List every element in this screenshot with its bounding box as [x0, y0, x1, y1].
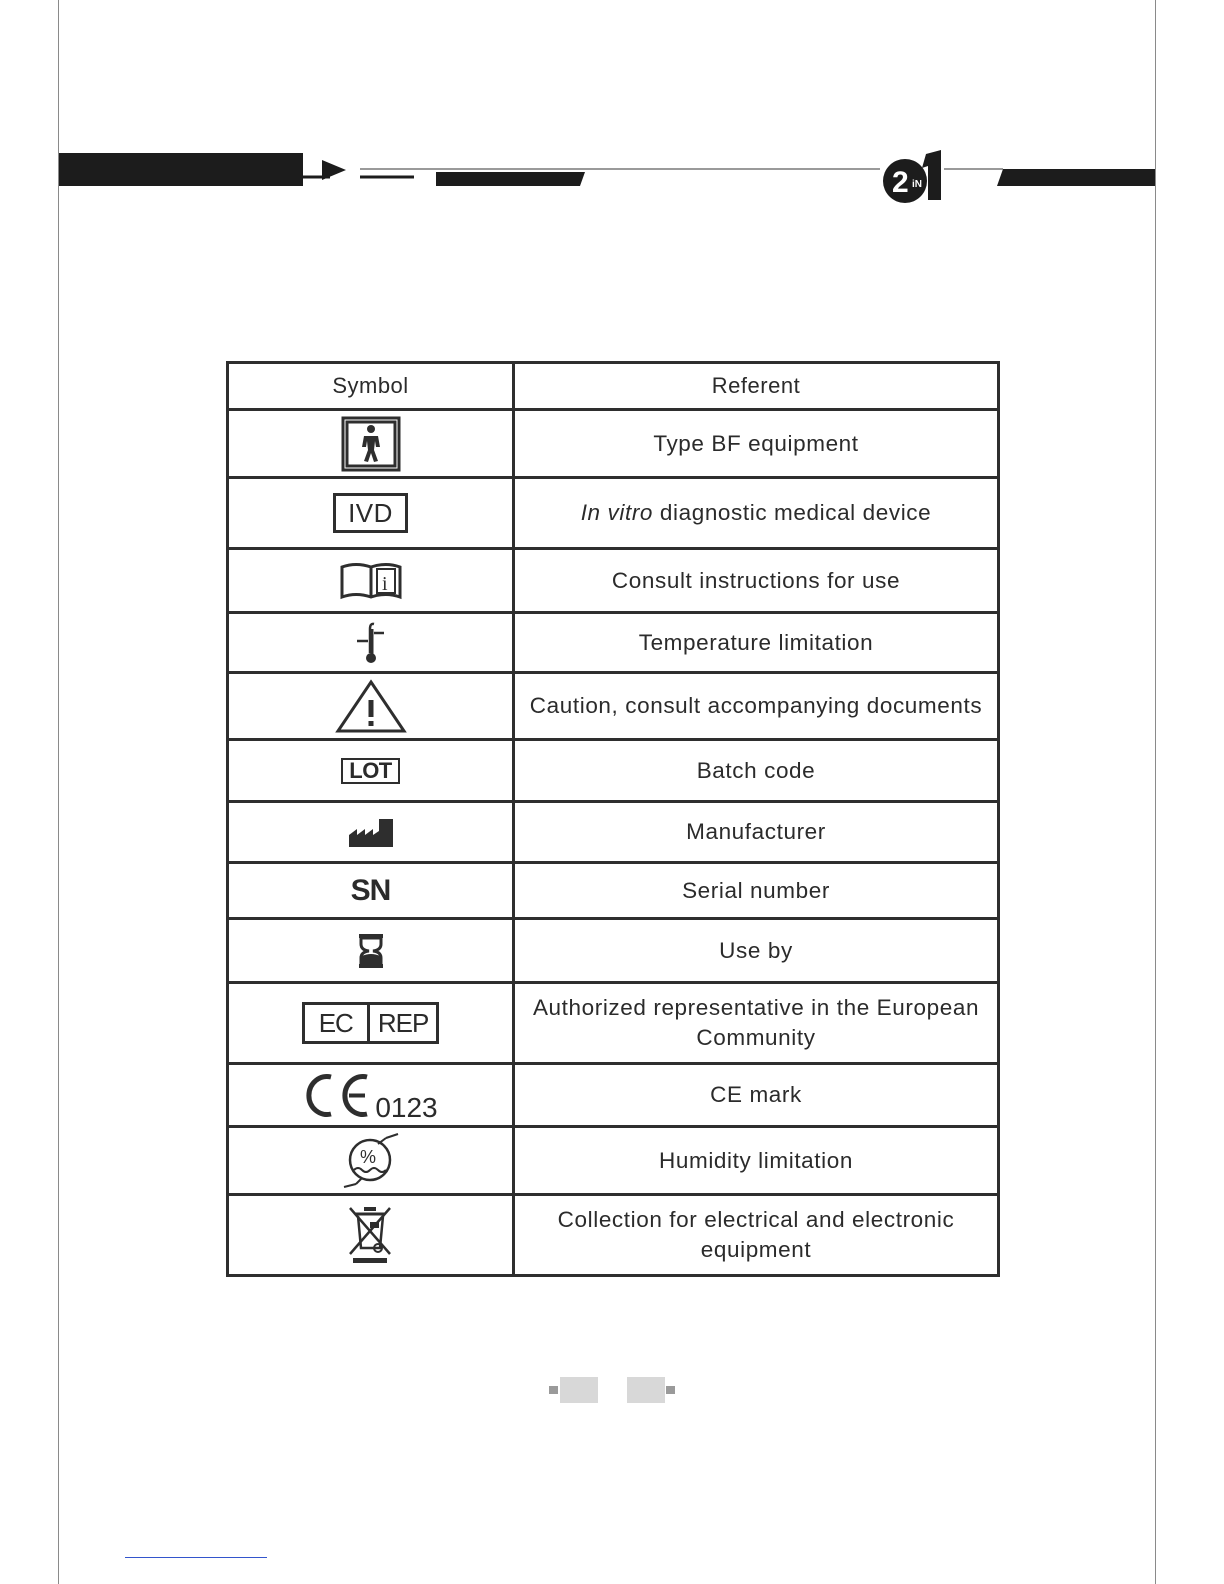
- table-header-row: [228, 363, 999, 410]
- right-margin-line: [1155, 0, 1156, 1584]
- symbols-table: [226, 361, 1000, 1277]
- sn-icon: SN: [350, 873, 391, 907]
- header-banner: [0, 140, 1224, 210]
- referent-column-header: Referent: [514, 363, 999, 410]
- table-row: [228, 673, 999, 740]
- humidity-icon: [340, 1132, 402, 1190]
- footer-underline: [125, 1557, 267, 1558]
- table-row: [228, 613, 999, 673]
- referent-cell: Temperature limitation: [514, 613, 999, 673]
- svg-text:i: i: [381, 572, 388, 595]
- ivd-icon: IVD: [333, 493, 408, 533]
- lot-icon: LOT: [341, 758, 400, 784]
- referent-cell: Type BF equipment: [514, 410, 999, 478]
- referent-cell: In vitro diagnostic medical device: [514, 478, 999, 549]
- page-marker-right-dot: [666, 1386, 675, 1394]
- referent-cell: Use by: [514, 919, 999, 983]
- page-marker-left: [560, 1377, 598, 1403]
- table-row: [228, 410, 999, 478]
- thermometer-icon: [354, 621, 388, 665]
- hourglass-icon: [356, 932, 386, 970]
- table-row: [228, 1064, 999, 1127]
- referent-cell: CE mark: [514, 1064, 999, 1127]
- referent-cell: Caution, consult accompanying documents: [514, 673, 999, 740]
- referent-cell: Collection for electrical and electronic equipment: [514, 1195, 999, 1276]
- table-row: [228, 1195, 999, 1276]
- weee-bin-icon: [346, 1204, 396, 1266]
- referent-cell: Authorized representative in the European Community: [514, 983, 999, 1064]
- referent-cell: Consult instructions for use: [514, 549, 999, 613]
- table-row: [228, 802, 999, 863]
- svg-text:iN: iN: [912, 179, 922, 190]
- table-row: [228, 919, 999, 983]
- table-row: [228, 1127, 999, 1195]
- table-row: [228, 983, 999, 1064]
- ec-rep-icon: EC REP: [302, 1002, 440, 1044]
- svg-text:%: %: [359, 1146, 376, 1167]
- referent-cell: Manufacturer: [514, 802, 999, 863]
- left-margin-line: [58, 0, 59, 1584]
- ce-mark-icon: 0123: [303, 1072, 437, 1118]
- consult-instructions-icon: [339, 561, 403, 601]
- table-row: [228, 478, 999, 549]
- caution-icon: [335, 678, 407, 734]
- table-row: [228, 863, 999, 919]
- referent-cell: Serial number: [514, 863, 999, 919]
- table-row: [228, 549, 999, 613]
- referent-cell: Humidity limitation: [514, 1127, 999, 1195]
- logo-2in1-icon: [883, 150, 941, 203]
- symbol-column-header: Symbol: [228, 363, 514, 410]
- factory-icon: [347, 815, 395, 849]
- svg-text:2: 2: [892, 166, 909, 199]
- type-bf-icon: [340, 415, 402, 473]
- page-marker-right: [627, 1377, 665, 1403]
- referent-cell: Batch code: [514, 740, 999, 802]
- page-marker-left-dot: [549, 1386, 558, 1394]
- table-row: [228, 740, 999, 802]
